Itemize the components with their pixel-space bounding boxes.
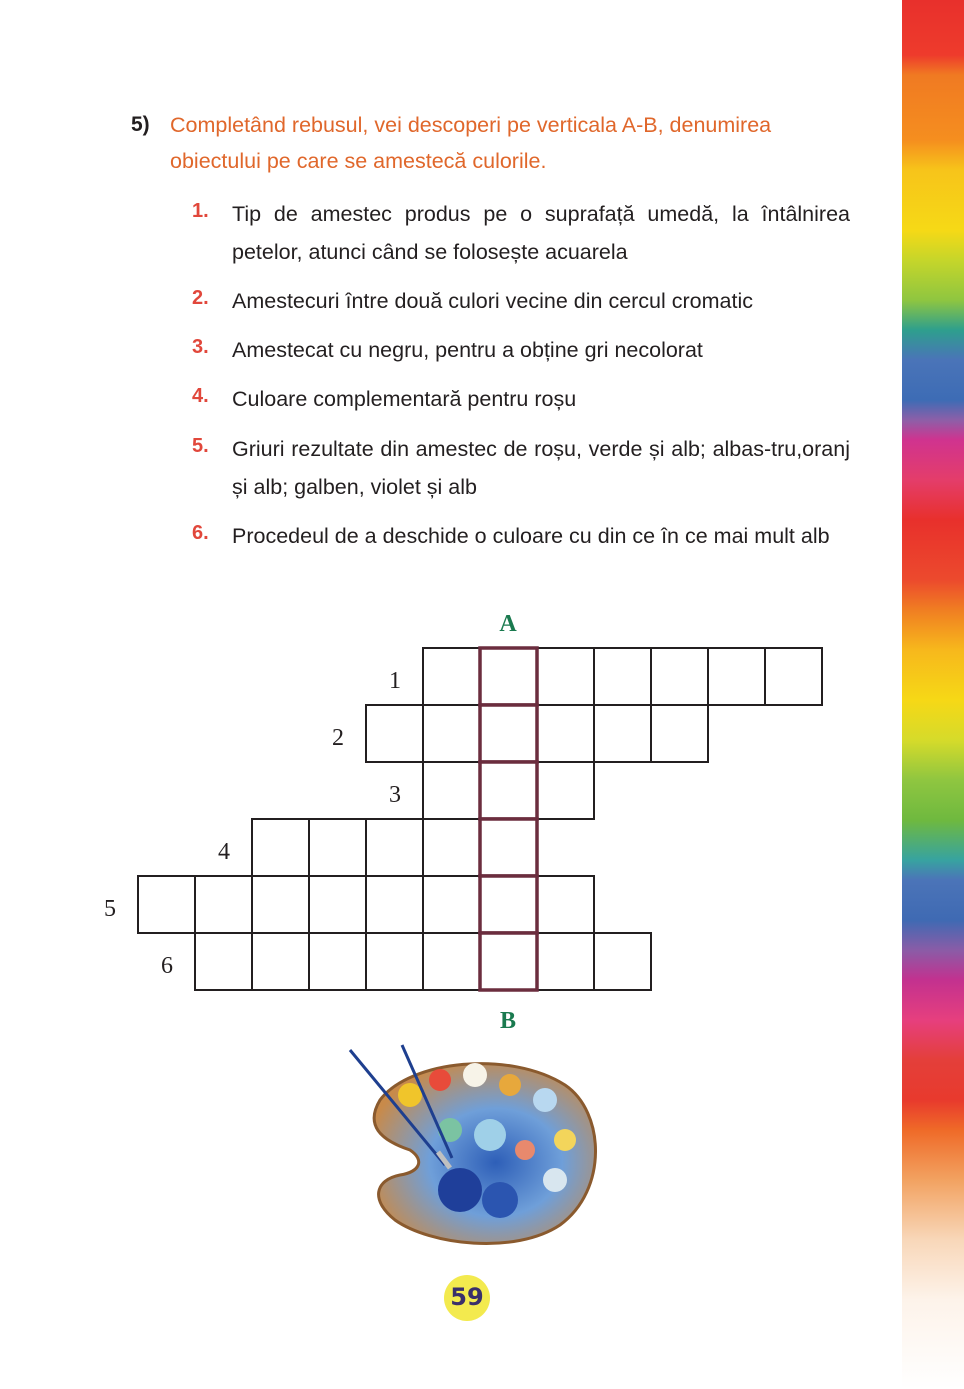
crossword-key-cell[interactable]	[480, 762, 537, 819]
vertical-end-label: B	[499, 1008, 517, 1034]
crossword-cell[interactable]	[594, 933, 651, 990]
crossword-cell[interactable]	[252, 876, 309, 933]
crossword-cell[interactable]	[537, 933, 594, 990]
crossword-cell[interactable]	[138, 876, 195, 933]
vertical-start-label: A	[499, 611, 517, 637]
crossword-cell[interactable]	[765, 648, 822, 705]
clue-number: 2.	[192, 287, 209, 309]
clue-text: Amestecat cu negru, pentru a obține gri necolorat	[232, 338, 703, 362]
clue-text: Tip de amestec produs pe o suprafață umedă, la întâlnirea petelor, atunci când se folosește acuarela	[232, 202, 850, 264]
crossword-key-cell[interactable]	[480, 648, 537, 705]
clue-text: Culoare complementară pentru roșu	[232, 387, 577, 411]
crossword-key-cell[interactable]	[480, 819, 537, 876]
page-number: 59	[450, 1283, 484, 1311]
crossword-key-cell[interactable]	[480, 933, 537, 990]
clue-text: Amestecuri între două culori vecine din cercul cromatic	[232, 289, 753, 313]
crossword-cell[interactable]	[594, 648, 651, 705]
crossword-cell[interactable]	[252, 819, 309, 876]
clue-number: 4.	[192, 385, 209, 407]
crossword-cell[interactable]	[366, 705, 423, 762]
crossword-cell[interactable]	[423, 819, 480, 876]
crossword-cell[interactable]	[537, 762, 594, 819]
crossword-row-label: 2	[332, 725, 344, 751]
rainbow-border-decoration	[902, 0, 964, 1389]
crossword-cell[interactable]	[366, 819, 423, 876]
clue-number: 6.	[192, 522, 209, 544]
crossword-cell[interactable]	[423, 705, 480, 762]
crossword-cell[interactable]	[195, 933, 252, 990]
clue-number: 5.	[192, 435, 209, 457]
crossword-cell[interactable]	[651, 648, 708, 705]
exercise-number: 5)	[131, 113, 150, 136]
paint-palette-icon	[340, 1040, 610, 1250]
crossword-cell[interactable]	[423, 648, 480, 705]
crossword-row-label: 6	[161, 953, 173, 979]
crossword-cell[interactable]	[537, 705, 594, 762]
crossword-cell[interactable]	[537, 876, 594, 933]
crossword-cell[interactable]	[537, 648, 594, 705]
crossword-row-label: 5	[104, 896, 116, 922]
crossword-cell[interactable]	[423, 876, 480, 933]
crossword-cell[interactable]	[366, 933, 423, 990]
crossword-cell[interactable]	[309, 876, 366, 933]
crossword-cell[interactable]	[651, 705, 708, 762]
crossword-key-cell[interactable]	[480, 705, 537, 762]
crossword-cell[interactable]	[252, 933, 309, 990]
crossword-row-label: 3	[389, 782, 401, 808]
crossword-cell[interactable]	[594, 705, 651, 762]
crossword-cell[interactable]	[423, 762, 480, 819]
clue-text: Griuri rezultate din amestec de roșu, verde și alb; albas-tru,oranj și alb; galben, violet și alb	[232, 437, 850, 499]
clue-number: 1.	[192, 200, 209, 222]
crossword-key-cell[interactable]	[480, 876, 537, 933]
crossword-cell[interactable]	[309, 819, 366, 876]
crossword-cell[interactable]	[366, 876, 423, 933]
crossword-cell[interactable]	[423, 933, 480, 990]
clue-number: 3.	[192, 336, 209, 358]
crossword-cell[interactable]	[309, 933, 366, 990]
exercise-instruction: Completând rebusul, vei descoperi pe verticala A-B, denumirea obiectului pe care se amestecă culorile.	[170, 113, 772, 173]
clue-text: Procedeul de a deschide o culoare cu din ce în ce mai mult alb	[232, 524, 830, 548]
crossword-row-label: 1	[389, 668, 401, 694]
crossword-cell[interactable]	[708, 648, 765, 705]
crossword-row-label: 4	[218, 839, 230, 865]
crossword-cell[interactable]	[195, 876, 252, 933]
